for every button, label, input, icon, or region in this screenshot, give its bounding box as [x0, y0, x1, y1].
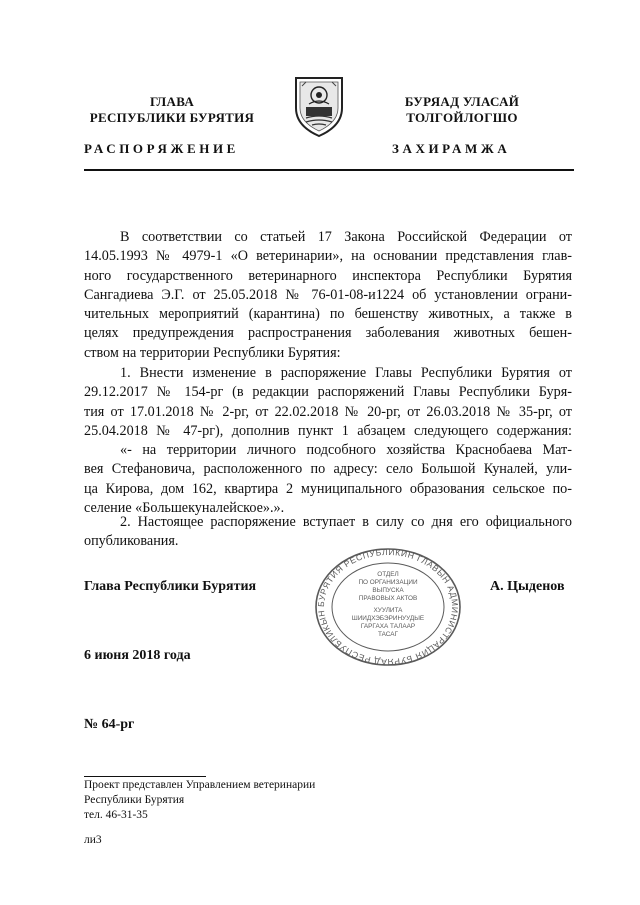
paragraph-line: целях предупреждения распространения заболевания животных бешен-	[84, 325, 572, 342]
official-stamp	[312, 546, 464, 668]
header-left-line: ГЛАВА	[149, 94, 195, 109]
paragraph-line: тия от 17.01.2018 № 2-рг, от 22.02.2018 № 20-рг, от 26.03.2018 № 35-рг, от	[84, 403, 572, 420]
paragraph-line: ного государственного ветеринарного инспектора Республики Бурятия	[84, 267, 572, 284]
stamp-line: ПО ОРГАНИЗАЦИИ	[358, 579, 418, 586]
header-left-line: РЕСПУБЛИКИ БУРЯТИЯ	[89, 110, 255, 125]
paragraph-line: 25.04.2018 № 47-рг), дополнив пункт 1 абзацем следующего содержания:	[84, 422, 572, 439]
paragraph-line: Сангадиева Э.Г. от 25.05.2018 № 76-01-08-и1224 об установлении ограни-	[84, 286, 572, 303]
footer-note	[84, 778, 315, 823]
document-number: № 64-рг	[84, 717, 135, 732]
item-1-paragraph	[84, 364, 572, 518]
signatory-name: А. Цыденов	[490, 579, 565, 594]
paragraph-line: селение «Большекуналейское».».	[84, 500, 285, 517]
paragraph-line: чительных мероприятий (карантина) по бешенству животных, а также в	[84, 306, 572, 323]
paragraph-line: В соответствии со статьей 17 Закона Российской Федерации от	[120, 229, 572, 245]
signatory-title: Глава Республики Бурятия	[84, 579, 257, 594]
coat-of-arms-icon	[292, 74, 346, 138]
footer-line: тел. 46-31-35	[84, 809, 148, 821]
stamp-line: ВЫПУСКА	[372, 587, 404, 594]
header-divider	[84, 169, 574, 171]
stamp-line: ПРАВОВЫХ АКТОВ	[358, 595, 418, 602]
paragraph-line: 1. Внести изменение в распоряжение Главы Республики Бурятия от	[120, 365, 572, 381]
paragraph-line: «- на территории личного подсобного хозяйства Краснобаева Мат-	[120, 442, 572, 459]
stamp-line: ШИИДХЭБЭРИНУУДЫЕ	[351, 615, 425, 622]
doc-type-ru: РАСПОРЯЖЕНИЕ	[84, 141, 239, 156]
stamp-line: ХУУЛИТА	[373, 607, 403, 614]
paragraph-line: вея Стефановича, расположенного по адресу: село Большой Куналей, ули-	[84, 461, 572, 478]
paragraph-line: 14.05.1993 № 4979-1 «О ветеринарии», на основании представления глав-	[84, 248, 572, 265]
doc-type-bua: ЗАХИРАМЖА	[392, 141, 511, 156]
paragraph-line: 2. Настоящее распоряжение вступает в силу со дня его официального	[120, 514, 572, 530]
header-right-line: ТОЛГОЙЛОГШО	[406, 110, 518, 125]
intro-paragraph	[84, 228, 572, 363]
footer-line: Проект представлен Управлением ветеринарии	[84, 779, 316, 791]
stamp-line: ОТДЕЛ	[377, 571, 399, 578]
stamp-outer-text: БУРЯТИЯ РЕСПУБЛИКИН ГЛАВЫН АДМИНИСТРАЦИЯ БУРЯАД РЕСПУБЛИКЫН	[315, 546, 461, 668]
executor-initials: ли3	[84, 834, 102, 846]
paragraph-line: опубликования.	[84, 533, 179, 550]
header-left	[72, 94, 272, 126]
header-right	[362, 94, 562, 126]
paragraph-line: ством на территории Республики Бурятия:	[84, 344, 341, 361]
stamp-line: ГАРГАХА ТАЛААР	[360, 623, 416, 630]
footer-line: Республики Бурятия	[84, 794, 185, 806]
footer-divider	[84, 776, 206, 777]
signature-date: 6 июня 2018 года	[84, 648, 191, 663]
paragraph-line: ца Кирова, дом 162, квартира 2 муниципального образования сельское по-	[84, 480, 572, 497]
header-right-line: БУРЯАД УЛАСАЙ	[404, 94, 520, 109]
stamp-line: ТАСАГ	[377, 631, 399, 638]
paragraph-line: 29.12.2017 № 154-рг (в редакции распоряжений Главы Республики Буря-	[84, 384, 572, 401]
